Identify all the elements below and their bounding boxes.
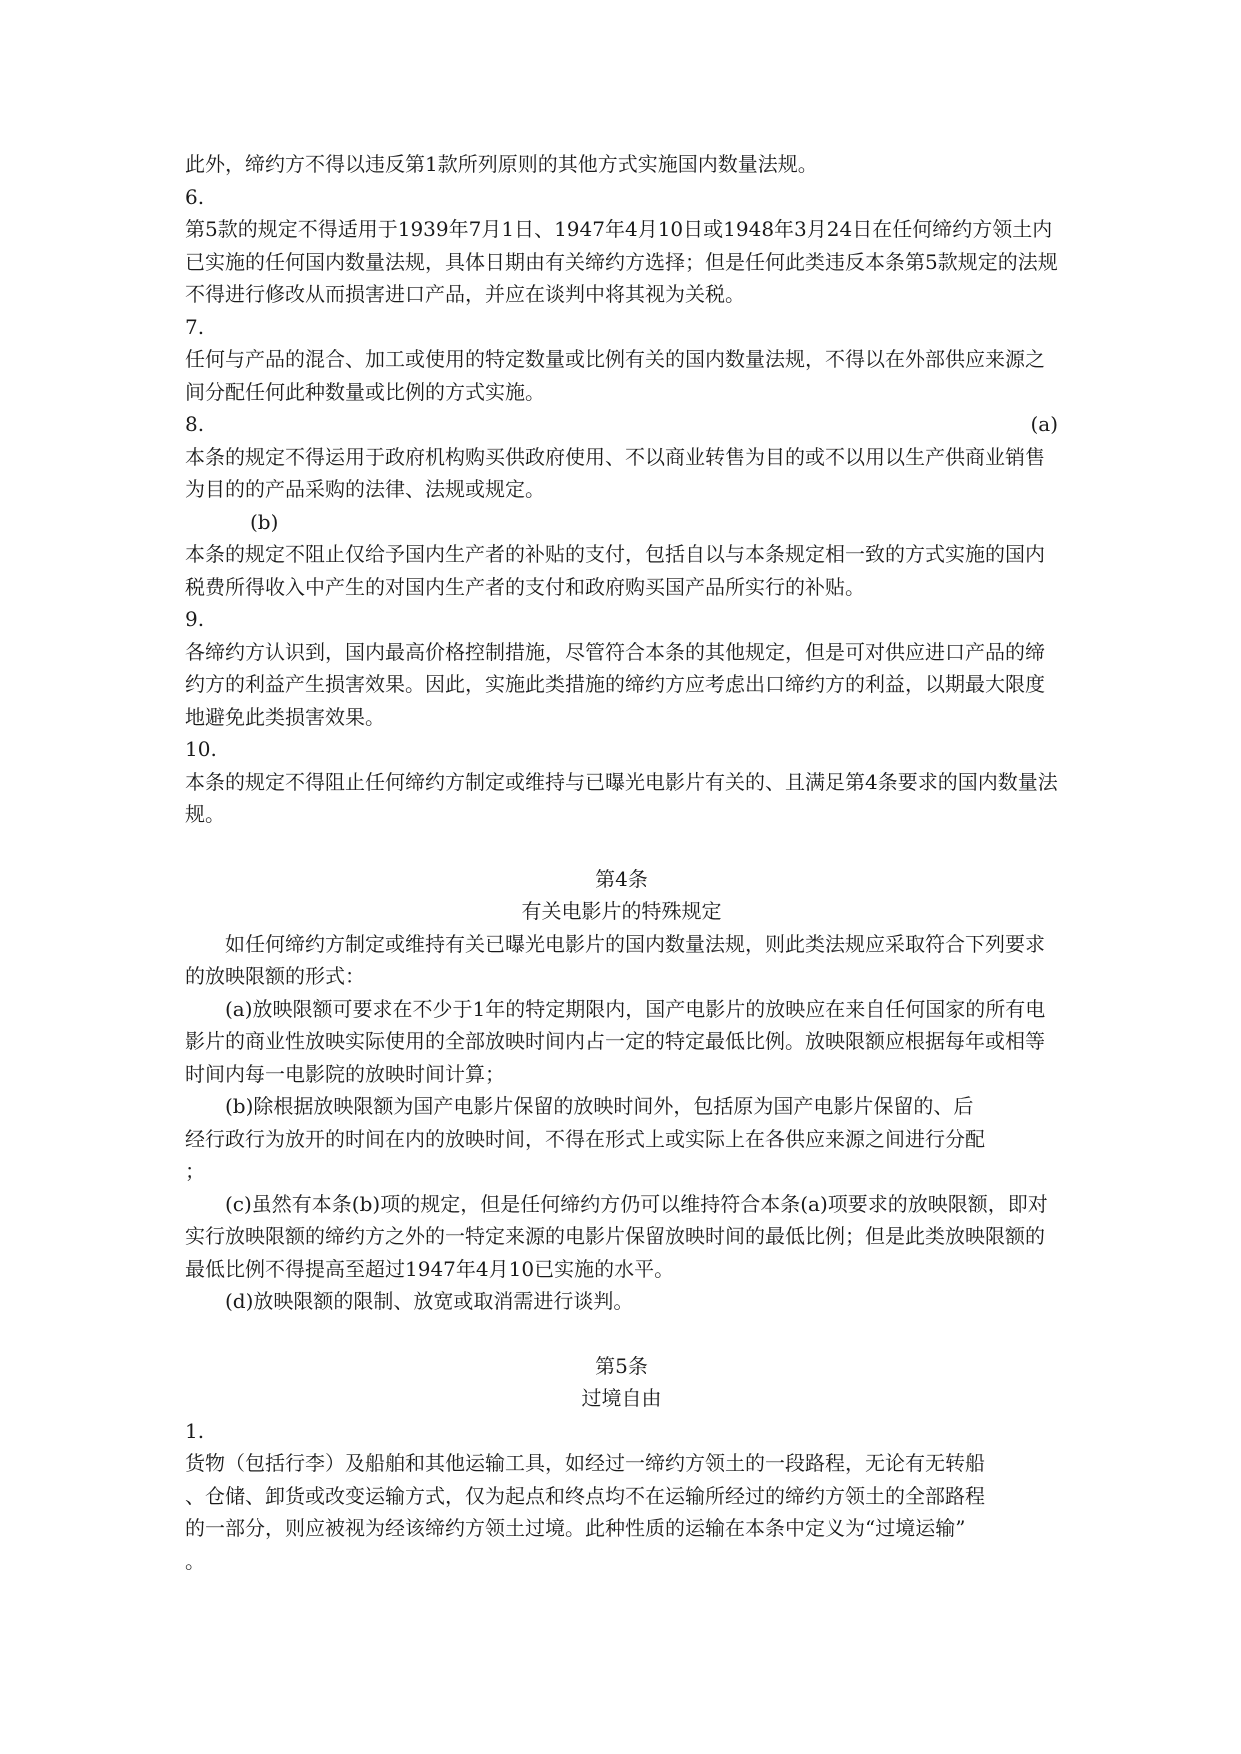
paragraph-intro: 此外，缔约方不得以违反第1款所列原则的其他方式实施国内数量法规。 [185,152,818,176]
clause-number-10: 10. [185,737,217,761]
item-label-8a: (a) [1030,412,1058,436]
article-5-clause-number-1: 1. [185,1418,205,1443]
clause-number-7: 7. [185,314,205,339]
spacer [185,831,1058,863]
paragraph-8b: 本条的规定不阻止仅给予国内生产者的补贴的支付，包括自以与本条规定相一致的方式实施的国内税费所得收入中产生的对国内生产者的支付和政府购买国产品所实行的补贴。 [185,542,1045,599]
paragraph-10: 本条的规定不得阻止任何缔约方制定或维持与已曝光电影片有关的、且满足第4条要求的国内数量法规。 [185,769,1058,826]
article-4-item-b: (b)除根据放映限额为国产电影片保留的放映时间外，包括原为国产电影片保留的、后 经行政行为放开的时间在内的放映时间，不得在形式上或实际上在各供应来源之间进行分配 ； [185,1094,985,1183]
item-label-8b: (b) [250,509,279,534]
paragraph-6: 第5款的规定不得适用于1939年7月1日、1947年4月10日或1948年3月24日在任何缔约方领土内已实施的任何国内数量法规，具体日期由有关缔约方选择；但是任何此类违反本条第5款规定的法规不得进行修改从而损害进口产品，并应在谈判中将其视为关税。 [185,217,1058,306]
article-4-item-d: (d)放映限额的限制、放宽或取消需进行谈判。 [225,1289,634,1313]
article-4-number: 第4条 [595,866,648,891]
spacer [185,1318,1058,1350]
article-5-number: 第5条 [595,1353,648,1378]
paragraph-7: 任何与产品的混合、加工或使用的特定数量或比例有关的国内数量法规，不得以在外部供应来源之间分配任何此种数量或比例的方式实施。 [185,347,1045,404]
paragraph-9: 各缔约方认识到，国内最高价格控制措施，尽管符合本条的其他规定，但是可对供应进口产品的缔约方的利益产生损害效果。因此，实施此类措施的缔约方应考虑出口缔约方的利益，以期最大限度地避免此类损害效果。 [185,639,1045,729]
clause-number-6: 6. [185,184,205,209]
paragraph-8a: 本条的规定不得运用于政府机构购买供政府使用、不以商业转售为目的或不以用以生产供商业销售为目的的产品采购的法律、法规或规定。 [185,444,1045,501]
article-4-item-c: (c)虽然有本条(b)项的规定，但是任何缔约方仍可以维持符合本条(a)项要求的放映限额，即对实行放映限额的缔约方之外的一特定来源的电影片保留放映时间的最低比例；但是此类放映限额的最低比例不得提高至超过1947年4月10已实施的水平。 [185,1191,1048,1281]
article-4-paragraph: 如任何缔约方制定或维持有关已曝光电影片的国内数量法规，则此类法规应采取符合下列要求的放映限额的形式： [185,931,1045,988]
article-5-paragraph-1: 货物（包括行李）及船舶和其他运输工具，如经过一缔约方领土的一段路程，无论有无转船 、仓储、卸货或改变运输方式，仅为起点和终点均不在运输所经过的缔约方领土的全部路程 的一部分，则应被视为经该缔约方领土过境。此种性质的运输在本条中定义为“过境运输” 。 [185,1451,985,1573]
article-4-title: 有关电影片的特殊规定 [521,899,722,923]
article-5-title: 过境自由 [581,1386,662,1410]
clause-number-8: 8. [185,412,205,436]
clause-8-header [185,408,1058,441]
article-4-item-a: (a)放映限额可要求在不少于1年的特定期限内，国产电影片的放映应在来自任何国家的所有电影片的商业性放映实际使用的全部放映时间内占一定的特定最低比例。放映限额应根据每年或相等时间内每一电影院的放映时间计算； [185,996,1046,1086]
clause-number-9: 9. [185,607,205,631]
document-page [185,148,1058,1577]
